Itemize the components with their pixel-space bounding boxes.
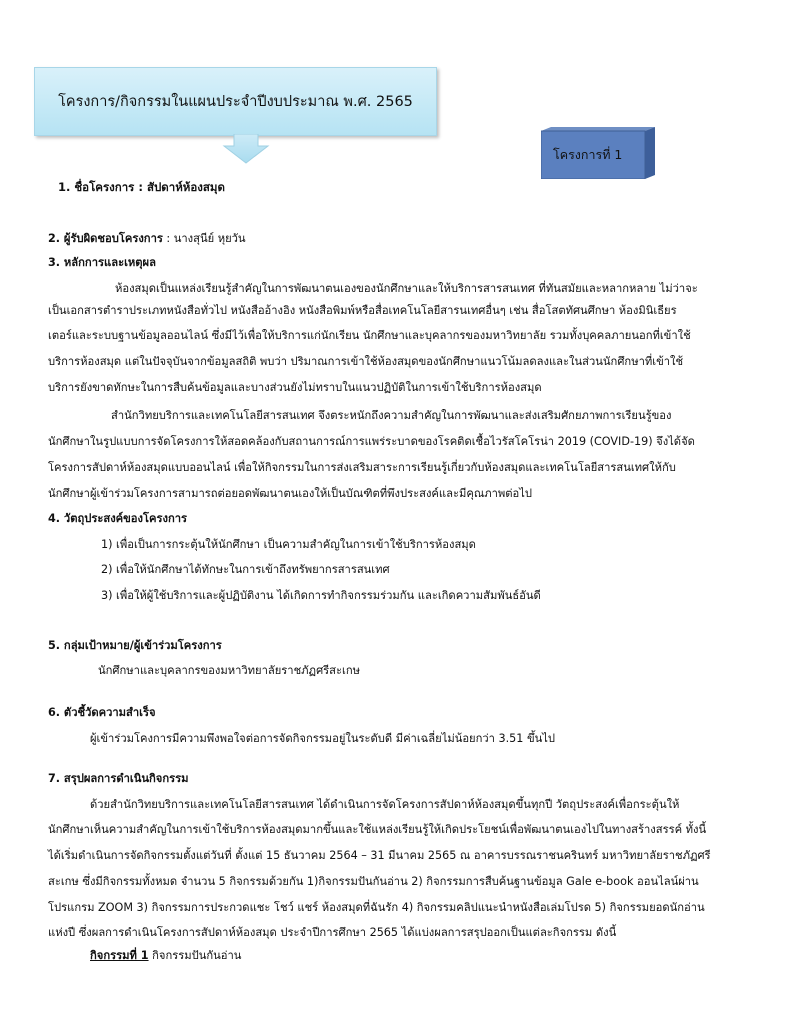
section-6-heading: 6. ตัวชี้วัดความสำเร็จ (48, 706, 156, 719)
activity-1-name: กิจกรรมปันกันอ่าน (148, 949, 242, 962)
principle-line-9: นักศึกษาผู้เข้าร่วมโครงการสามารถต่อยอดพัฒนาตนเองให้เป็นบัณฑิตที่พึงประสงค์และมีคุณภาพต่อไป (48, 487, 532, 500)
section-7-heading: 7. สรุปผลการดำเนินกิจกรรม (48, 772, 189, 785)
principle-line-5: บริการยังขาดทักษะในการสืบค้นข้อมูลและบางส่วนยังไม่ทราบในแนวปฏิบัติในการเข้าใช้บริการห้องสมุด (48, 381, 542, 394)
banner-title-box (34, 67, 437, 136)
project-number-label: โครงการที่ 1 (553, 147, 623, 162)
section-5-heading: 5. กลุ่มเป้าหมาย/ผู้เข้าร่วมโครงการ (48, 639, 222, 652)
project-number-tag (541, 127, 655, 179)
summary-line-4: สะเกษ ซึ่งมีกิจกรรมทั้งหมด จำนวน 5 กิจกรรมด้วยกัน 1)กิจกรรมปันกันอ่าน 2) กิจกรรมการสืบค้นฐานข้อมูล Gale e-book ออนไลน์ผ่าน (48, 875, 699, 888)
section-4-heading: 4. วัตถุประสงค์ของโครงการ (48, 512, 188, 525)
objective-item-1: 1) เพื่อเป็นการกระตุ้นให้นักศึกษา เป็นความสำคัญในการเข้าใช้บริการห้องสมุด (101, 538, 476, 551)
principle-line-6: สำนักวิทยบริการและเทคโนโลยีสารสนเทศ จึงตระหนักถึงความสำคัญในการพัฒนาและส่งเสริมศักยภาพการเรียนรู้ของ (111, 409, 672, 422)
summary-line-6: แห่งปี ซึ่งผลการดำเนินโครงการสัปดาห์ห้องสมุด ประจำปีการศึกษา 2565 ได้แบ่งผลการสรุปออกเป็นแต่ละกิจกรรม ดังนี้ (48, 926, 617, 939)
activity-1-row (90, 946, 241, 964)
kpi-text: ผู้เข้าร่วมโคงการมีความพึงพอใจต่อการจัดกิจกรรมอยู่ในระดับดี มีค่าเฉลี่ยไม่น้อยกว่า 3.51 ขึ้นไป (90, 732, 555, 745)
banner-arrow-icon (222, 134, 270, 164)
summary-line-1: ด้วยสำนักวิทยบริการและเทคโนโลยีสารสนเทศ ได้ดำเนินการจัดโครงการสัปดาห์ห้องสมุดขึ้นทุกปี วัตถุประสงค์เพื่อกระตุ้นให้ (90, 798, 680, 811)
responsible-person-row (48, 229, 246, 247)
section-3-heading: 3. หลักการและเหตุผล (48, 256, 156, 269)
responsible-value: : นางสุนีย์ หุยวัน (162, 232, 246, 245)
principle-line-1: ห้องสมุดเป็นแหล่งเรียนรู้สำคัญในการพัฒนาตนเองของนักศึกษาและให้บริการสารสนเทศ ที่ทันสมัยและหลากหลาย ไม่ว่าจะ (115, 282, 698, 295)
banner-title: โครงการ/กิจกรรมในแผนประจำปีงบประมาณ พ.ศ. 2565 (58, 94, 413, 110)
responsible-label: 2. ผู้รับผิดชอบโครงการ (48, 232, 163, 245)
principle-line-7: นักศึกษาในรูปแบบการจัดโครงการให้สอดคล้องกับสถานการณ์การแพร่ระบาดของโรคติดเชื้อไวรัสโคโรน่า 2019 (COVID-19) จึงได้จัด (48, 435, 695, 448)
principle-line-3: เตอร์และระบบฐานข้อมูลออนไลน์ ซึ่งมีไว้เพื่อให้บริการแก่นักเรียน นักศึกษาและบุคลากรของมหาวิทยาลัย รวมทั้งบุคคลภายนอกที่เข้าใช้ (48, 329, 691, 342)
principle-line-4: บริการห้องสมุด แต่ในปัจจุบันจากข้อมูลสถิติ พบว่า ปริมาณการเข้าใช้ห้องสมุดของนักศึกษาแนวโน้มลดลงและในส่วนนักศึกษาที่เข้าใช้ (48, 355, 684, 368)
principle-line-2: เป็นเอกสารตำราประเภทหนังสือทั่วไป หนังสืออ้างอิง หนังสือพิมพ์หรือสื่อเทคโนโลยีสารนเทศอื่นๆ เช่น สื่อโสตทัศนศึกษา ห้องมินิเธียร (48, 304, 677, 317)
summary-line-2: นักศึกษาเห็นความสำคัญในการเข้าใช้บริการห้องสมุดมากขึ้นและใช้แหล่งเรียนรู้ให้เกิดประโยชน์เพื่อพัฒนาตนเองไปในทางสร้างสรรค์ ทั้งนี้ (48, 823, 707, 836)
activity-1-label: กิจกรรมที่ 1 (90, 949, 149, 962)
summary-line-5: โปรแกรม ZOOM 3) กิจกรรมการประกวดแชะ โชว์ แชร์ ห้องสมุดที่ฉันรัก 4) กิจกรรมคลิปแนะนำหนังสือเล่มโปรด 5) กิจกรรมยอดนักอ่าน (48, 901, 705, 914)
principle-line-8: โครงการสัปดาห์ห้องสมุดแบบออนไลน์ เพื่อให้กิจกรรมในการส่งเสริมสาระการเรียนรู้เกี่ยวกับห้องสมุดและเทคโนโลยีสารสนเทศให้กับ (48, 461, 676, 474)
objective-item-2: 2) เพื่อให้นักศึกษาได้ทักษะในการเข้าถึงทรัพยากรสารสนเทศ (101, 563, 390, 576)
project-name: 1. ชื่อโครงการ : สัปดาห์ห้องสมุด (58, 180, 225, 194)
summary-line-3: ได้เริ่มดำเนินการจัดกิจกรรมตั้งแต่วันที่ ตั้งแต่ 15 ธันวาคม 2564 – 31 มีนาคม 2565 ณ อาคารบรรณราชนครินทร์ มหาวิทยาลัยราชภัฏศรี (48, 849, 711, 862)
target-group-text: นักศึกษาและบุคลากรของมหาวิทยาลัยราชภัฏศรีสะเกษ (98, 664, 360, 677)
objective-item-3: 3) เพื่อให้ผู้ใช้บริการและผู้ปฏิบัติงาน ได้เกิดการทำกิจกรรมร่วมกัน และเกิดความสัมพันธ์อันดี (101, 589, 541, 602)
